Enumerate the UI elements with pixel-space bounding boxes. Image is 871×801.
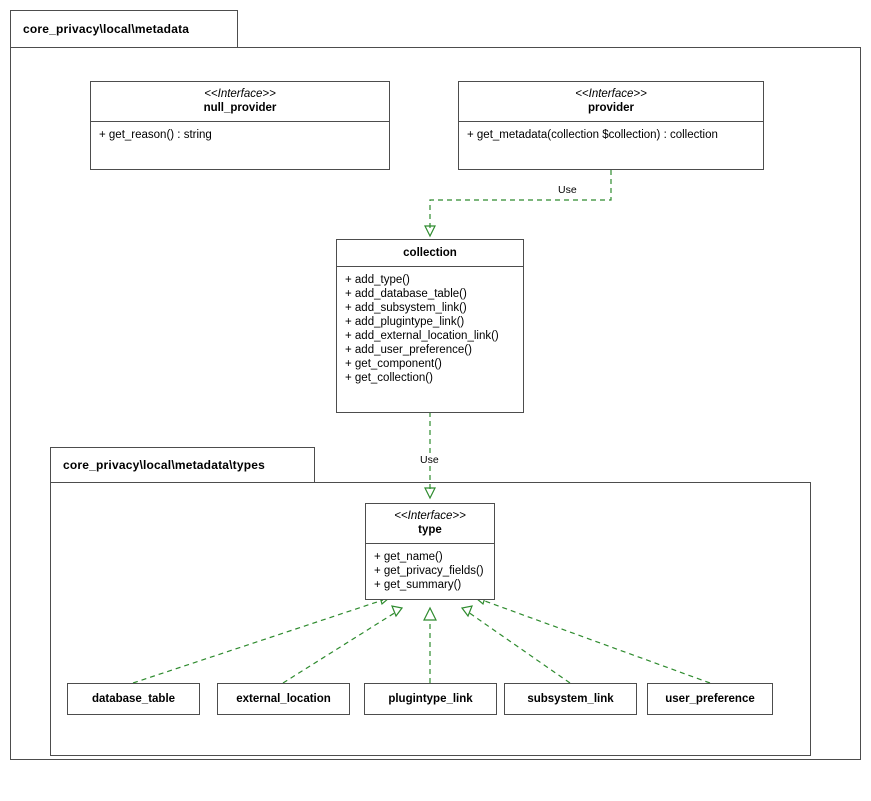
class-member: + add_plugintype_link() xyxy=(345,316,465,328)
class-null_provider-stereotype: <<Interface>> xyxy=(204,88,276,100)
package-label-types-text: core_privacy\local\metadata\types xyxy=(63,458,266,472)
class-null_provider-header xyxy=(91,82,389,121)
class-subsystem_link[interactable] xyxy=(504,683,637,715)
package-label-metadata xyxy=(10,10,238,48)
class-member: + get_privacy_fields() xyxy=(374,565,484,577)
class-null_provider[interactable] xyxy=(90,81,390,170)
class-collection[interactable] xyxy=(336,239,524,413)
class-member: + get_collection() xyxy=(345,372,433,384)
class-user_preference-name: user_preference xyxy=(665,693,755,705)
class-plugintype_link-name: plugintype_link xyxy=(388,693,473,705)
class-collection-name: collection xyxy=(403,247,457,259)
class-member: + add_external_location_link() xyxy=(345,330,499,342)
class-database_table-name: database_table xyxy=(91,693,176,705)
class-provider[interactable] xyxy=(458,81,764,170)
class-user_preference[interactable] xyxy=(647,683,773,715)
class-subsystem_link-name: subsystem_link xyxy=(527,693,614,705)
class-member: + get_name() xyxy=(374,551,443,563)
class-member: + get_component() xyxy=(345,358,442,370)
class-database_table[interactable] xyxy=(67,683,200,715)
class-null_provider-name: null_provider xyxy=(203,102,277,114)
class-collection-members xyxy=(337,267,523,391)
class-provider-header xyxy=(459,82,763,121)
class-provider-name: provider xyxy=(587,102,634,114)
class-member: + get_summary() xyxy=(374,579,462,591)
class-provider-members xyxy=(459,122,763,148)
class-type-stereotype: <<Interface>> xyxy=(394,510,466,522)
class-member: + add_subsystem_link() xyxy=(345,302,467,314)
class-plugintype_link[interactable] xyxy=(364,683,497,715)
class-external_location-name: external_location xyxy=(236,693,331,705)
relation-label-provider-collection xyxy=(556,184,579,196)
class-member: + add_type() xyxy=(345,274,410,286)
class-type-members xyxy=(366,544,494,598)
relation-label-text: Use xyxy=(558,184,577,196)
class-member: + get_metadata(collection $collection) : collection xyxy=(467,129,718,141)
package-label-metadata-text: core_privacy\local\metadata xyxy=(23,22,190,36)
relation-label-text: Use xyxy=(420,454,439,466)
package-label-types xyxy=(50,447,315,483)
class-type-name: type xyxy=(418,524,442,536)
class-provider-stereotype: <<Interface>> xyxy=(575,88,647,100)
class-collection-header xyxy=(337,240,523,266)
class-null_provider-members xyxy=(91,122,389,148)
class-member: + add_database_table() xyxy=(345,288,467,300)
class-type-header xyxy=(366,504,494,543)
class-type[interactable] xyxy=(365,503,495,600)
relation-label-collection-type xyxy=(418,454,441,466)
class-member: + add_user_preference() xyxy=(345,344,472,356)
class-member: + get_reason() : string xyxy=(99,129,212,141)
class-external_location[interactable] xyxy=(217,683,350,715)
